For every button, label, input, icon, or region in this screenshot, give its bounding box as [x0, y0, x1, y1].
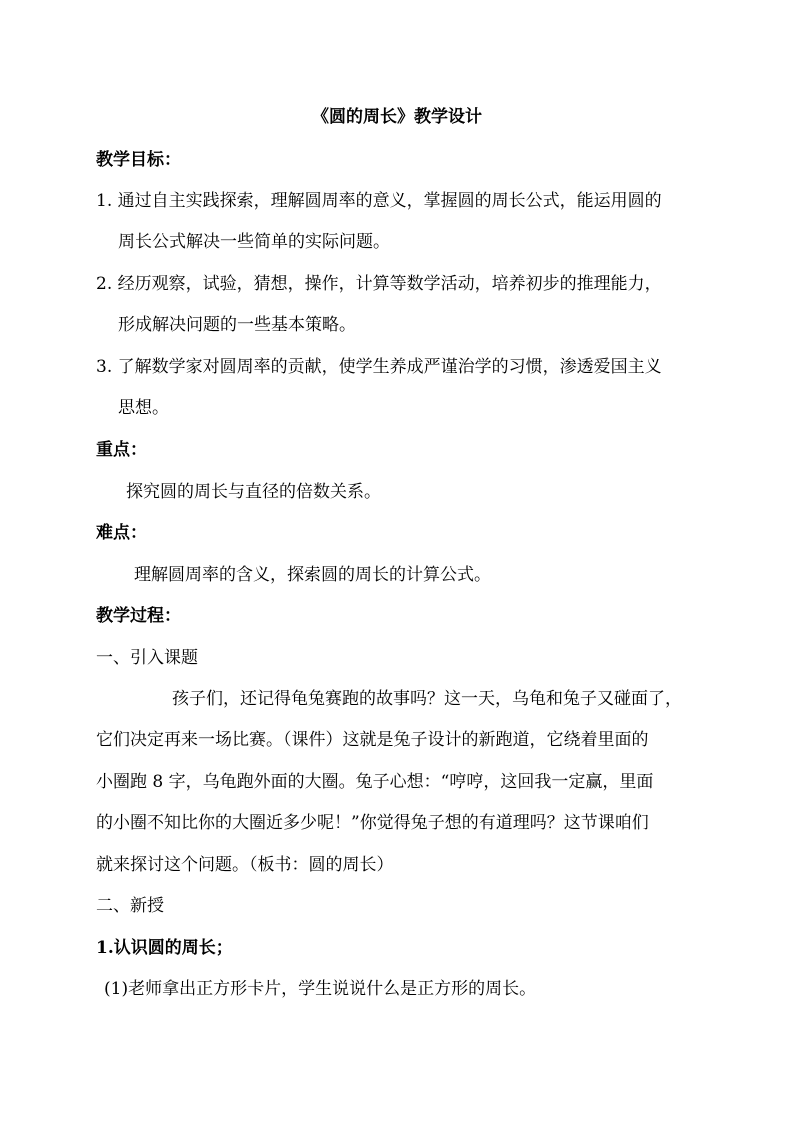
intro-paragraph-line: 它们决定再来一场比赛。（课件）这就是兔子设计的新跑道，它绕着里面的 — [96, 730, 649, 750]
objective-2-line2: 形成解决问题的一些基本策略。 — [118, 315, 356, 335]
key-point-heading: 重点： — [96, 440, 147, 460]
objective-1-line2: 周长公式解决一些简单的实际问题。 — [118, 232, 390, 252]
process-heading: 教学过程： — [96, 606, 181, 626]
difficulty-heading: 难点： — [96, 523, 147, 543]
subsection-1-item-1: (1)老师拿出正方形卡片，学生说说什么是正方形的周长。 — [104, 979, 537, 999]
objective-1-line1: 1. 通过自主实践探索，理解圆周率的意义，掌握圆的周长公式，能运用圆的 — [96, 191, 662, 211]
objective-3-line1: 3. 了解数学家对圆周率的贡献，使学生养成严谨治学的习惯，渗透爱国主义 — [96, 357, 662, 377]
document-title: 《圆的周长》教学设计 — [312, 107, 482, 127]
intro-paragraph-line: 就来探讨这个问题。（板书：圆的周长） — [96, 855, 394, 875]
intro-paragraph-line: 小圈跑 8 字，乌龟跑外面的大圈。兔子心想：“哼哼，这回我一定赢，里面 — [96, 772, 654, 792]
objective-2-line1: 2. 经历观察，试验，猜想，操作，计算等数学活动，培养初步的推理能力， — [96, 274, 662, 294]
section-2-heading: 二、新授 — [96, 896, 164, 916]
section-1-heading: 一、引入课题 — [96, 648, 198, 668]
intro-paragraph-line: 的小圈不知比你的大圈近多少呢！”你觉得兔子想的有道理吗？这节课咱们 — [96, 813, 649, 833]
difficulty-text: 理解圆周率的含义，探索圆的周长的计算公式。 — [134, 565, 491, 585]
key-point-text: 探究圆的周长与直径的倍数关系。 — [126, 482, 381, 502]
intro-paragraph-line: 孩子们，还记得龟兔赛跑的故事吗？这一天，乌龟和兔子又碰面了， — [172, 689, 682, 709]
objectives-heading: 教学目标： — [96, 150, 181, 170]
subsection-1-heading: 1.认识圆的周长； — [96, 938, 233, 958]
objective-3-line2: 思想。 — [118, 398, 169, 418]
